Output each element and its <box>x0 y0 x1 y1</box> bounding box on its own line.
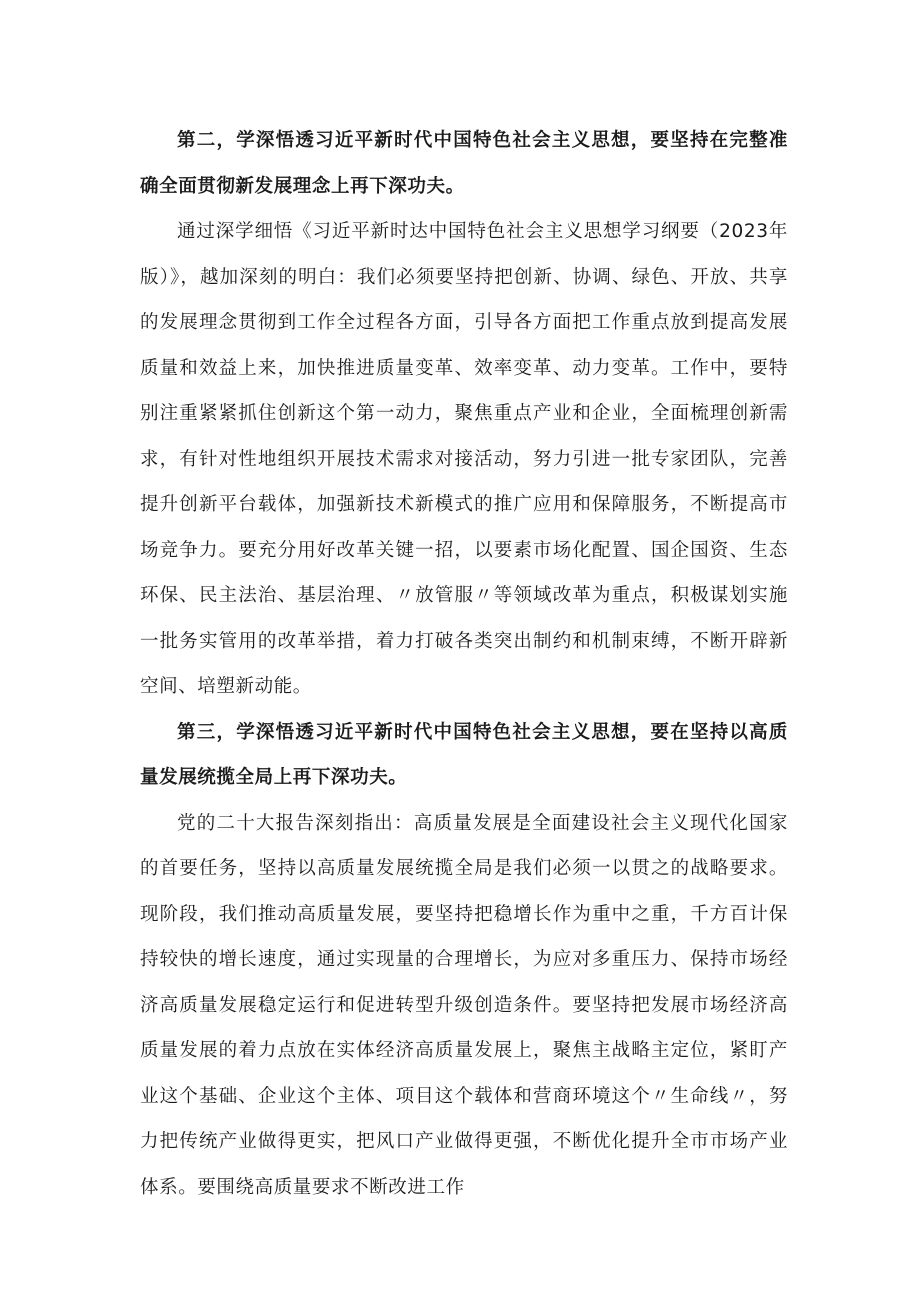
section-heading-2: 第二，学深悟透习近平新时代中国特色社会主义思想，要坚持在完整准确全面贯彻新发展理念上再下深功夫。 <box>140 130 788 197</box>
section-body-3: 党的二十大报告深刻指出：高质量发展是全面建设社会主义现代化国家的首要任务，坚持以高质量发展统揽全局是我们必须一以贯之的战略要求。现阶段，我们推动高质量发展，要坚持把稳增长作为重中之重，千方百计保持较快的增长速度，通过实现量的合理增长，为应对多重压力、保持市场经济高质量发展稳定运行和促进转型升级创造条件。要坚持把发展市场经济高质量发展的着力点放在实体经济高质量发展上，聚焦主战略主定位，紧盯产业这个基础、企业这个主体、项目这个载体和营商环境这个〃生命线〃，努力把传统产业做得更实，把风口产业做得更强，不断优化提升全市市场产业体系。要围绕高质量要求不断改进工作 <box>140 812 788 1198</box>
section-body-2: 通过深学细悟《习近平新时达中国特色社会主义思想学习纲要（2023年版）》，越加深刻的明白：我们必须要坚持把创新、协调、绿色、开放、共享的发展理念贯彻到工作全过程各方面，引导各方面把工作重点放到提高发展质量和效益上来，加快推进质量变革、效率变革、动力变革。工作中，要特别注重紧紧抓住创新这个第一动力，聚焦重点产业和企业，全面梳理创新需求，有针对性地组织开展技术需求对接活动，努力引进一批专家团队，完善提升创新平台载体，加强新技术新模式的推广应用和保障服务，不断提高市场竞争力。要充分用好改革关键一招，以要素市场化配置、国企国资、生态环保、民主法治、基层治理、〃放管服〃等领域改革为重点，积极谋划实施一批务实管用的改革举措，着力打破各类突出制约和机制束缚，不断开辟新空间、培塑新动能。 <box>140 221 788 697</box>
section-heading-3: 第三，学深悟透习近平新时代中国特色社会主义思想，要在坚持以高质量发展统揽全局上再下深功夫。 <box>140 721 788 788</box>
document-page <box>140 118 788 1210</box>
